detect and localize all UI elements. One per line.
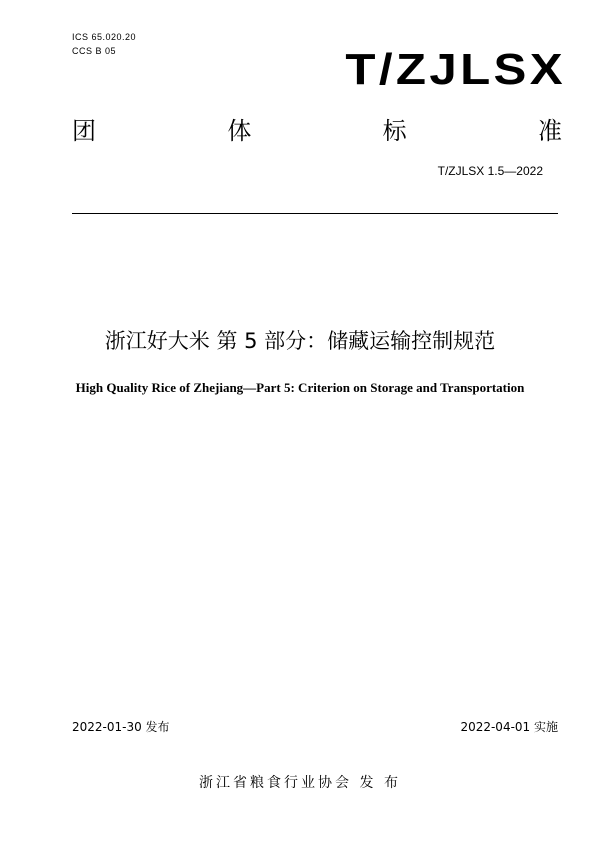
standard-number: T/ZJLSX 1.5—2022 <box>437 164 543 178</box>
publisher: 浙江省粮食行业协会 发 布 <box>199 775 401 791</box>
title-english: High Quality Rice of Zhejiang—Part 5: Criterion on Storage and Transportation <box>75 380 525 395</box>
issue-date: 2022-01-30 发布 <box>72 720 170 734</box>
ics-code: ICS 65.020.20 <box>72 32 137 42</box>
standard-code-logo: T/ZJLSX <box>345 45 566 94</box>
implementation-date: 2022-04-01 实施 <box>460 720 558 734</box>
classification-codes <box>72 30 136 58</box>
standard-type-char: 标 <box>382 117 407 145</box>
standard-type <box>72 116 562 146</box>
standard-type-char: 团 <box>72 117 96 145</box>
header-divider <box>72 213 558 214</box>
standard-type-char: 准 <box>537 117 562 145</box>
standard-type-char: 体 <box>227 117 252 145</box>
ccs-code: CCS B 05 <box>72 46 117 56</box>
title-chinese: 浙江好大米 第 5 部分：储藏运输控制规范 <box>104 329 496 353</box>
